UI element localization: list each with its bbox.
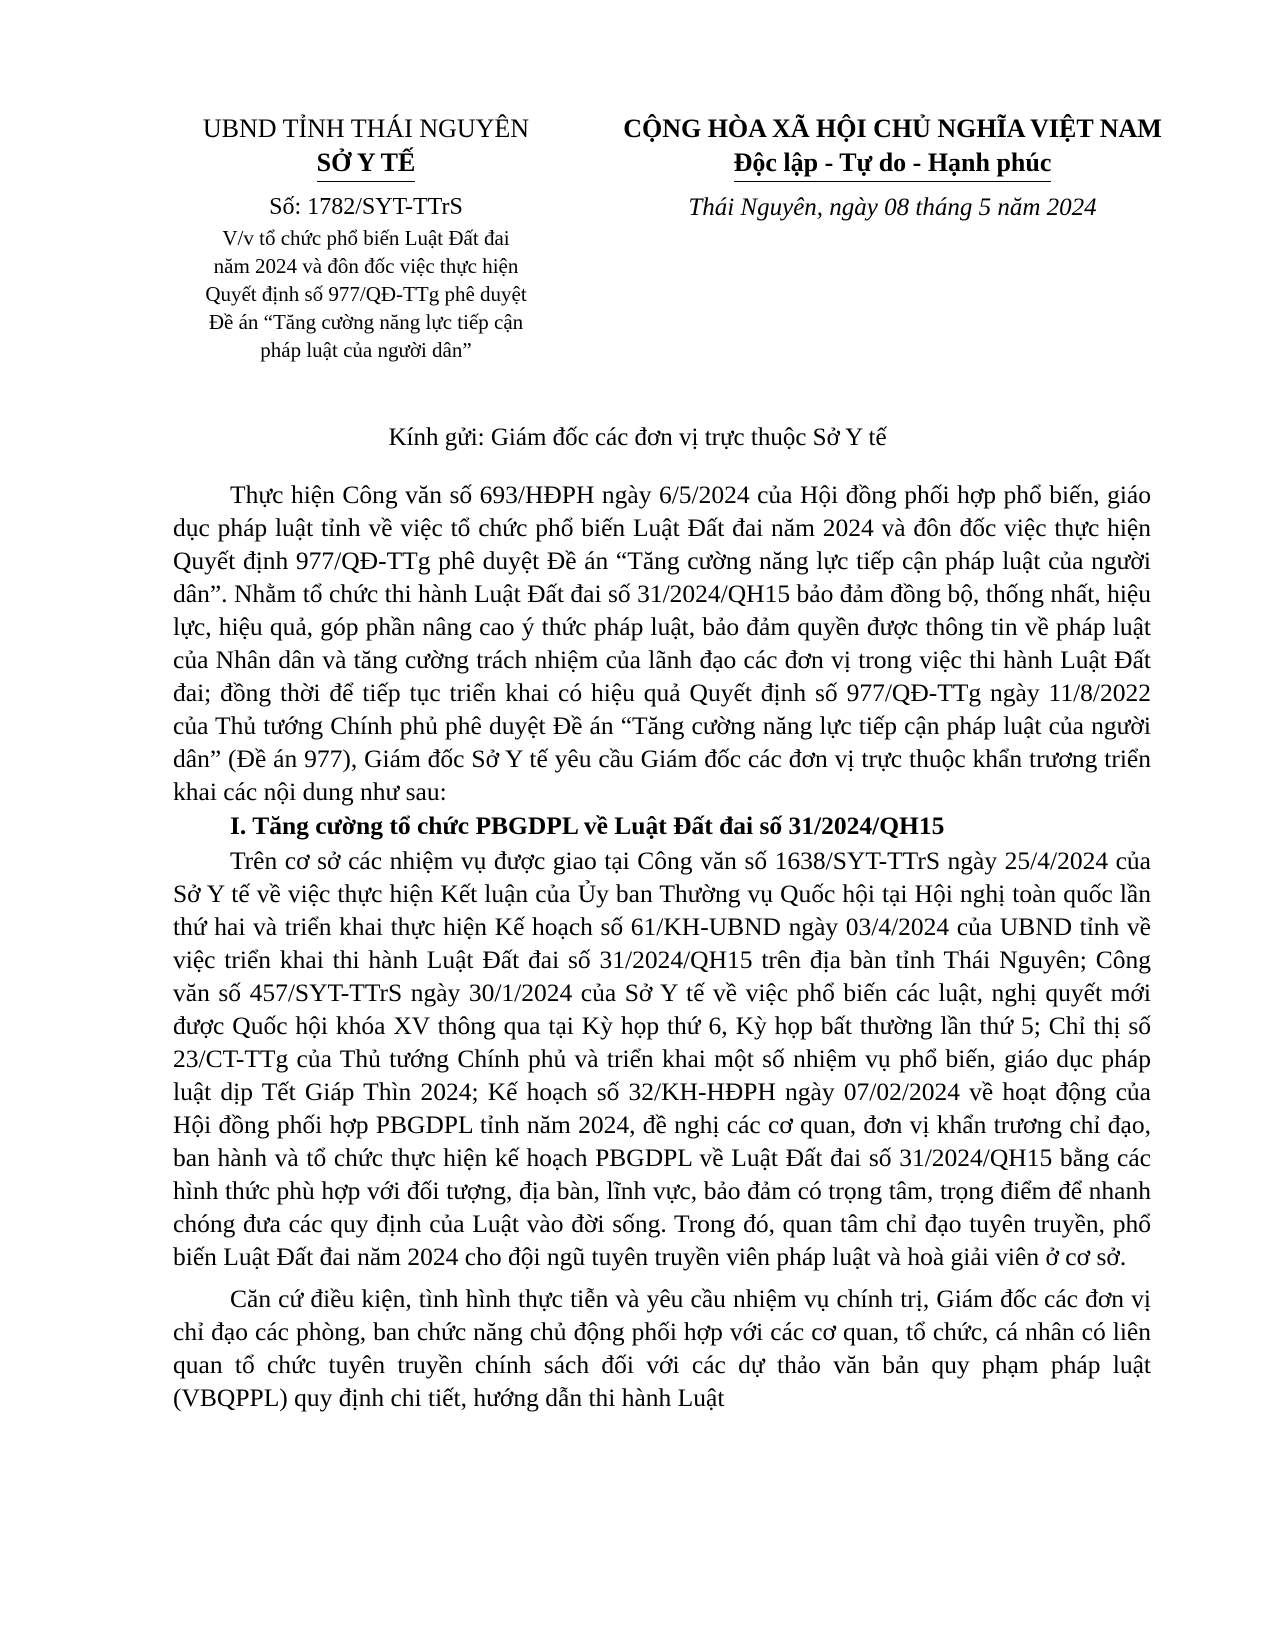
subject-line: pháp luật của người dân” xyxy=(260,338,472,362)
agency-name xyxy=(317,146,416,180)
parent-agency: UBND TỈNH THÁI NGUYÊN xyxy=(202,114,530,143)
place-and-date: Thái Nguyên, ngày 08 tháng 5 năm 2024 xyxy=(688,194,1097,221)
document-number: Số: 1782/SYT-TTrS xyxy=(269,194,463,220)
subject-line: V/v tổ chức phổ biến Luật Đất đai xyxy=(222,226,510,250)
section-paragraph: Căn cứ điều kiện, tình hình thực tiễn và yêu cầu nhiệm vụ chính trị, Giám đốc các đơn vị chỉ đạo các phòng, ban chức năng chủ động phối hợp với các cơ quan, tổ chức, cá nhân có liên quan tổ chức tuyên truyền chính sách đối với các dự thảo văn bản quy phạm pháp luật (VBQPPL) quy định chi tiết, hướng dẫn thi hành Luật xyxy=(173,1284,1151,1412)
recipient-line: Kính gửi: Giám đốc các đơn vị trực thuộc Sở Y tế xyxy=(388,424,887,451)
national-motto-underline xyxy=(734,181,1052,182)
agency-name-underline xyxy=(317,181,416,182)
subject-line: Quyết định số 977/QĐ-TTg phê duyệt xyxy=(205,282,527,306)
intro-paragraph: Thực hiện Công văn số 693/HĐPH ngày 6/5/2024 của Hội đồng phối hợp phổ biến, giáo dục pháp luật tỉnh về việc tổ chức phổ biến Luật Đất đai năm 2024 và đôn đốc việc thực hiện Quyết định 977/QĐ-TTg phê duyệt Đề án “Tăng cường năng lực tiếp cận pháp luật của người dân”. Nhằm tổ chức thi hành Luật Đất đai số 31/2024/QH15 bảo đảm đồng bộ, thống nhất, hiệu lực, hiệu quả, góp phần nâng cao ý thức pháp luật, bảo đảm quyền được thông tin về pháp luật của Nhân dân và tăng cường trách nhiệm của lãnh đạo các đơn vị trong việc thi hành Luật Đất đai; đồng thời để tiếp tục triển khai có hiệu quả Quyết định số 977/QĐ-TTg ngày 11/8/2022 của Thủ tướng Chính phủ phê duyệt Đề án “Tăng cường năng lực tiếp cận pháp luật của người dân” (Đề án 977), Giám đốc Sở Y tế yêu cầu Giám đốc các đơn vị trực thuộc khẩn trương triển khai các nội dung như sau: xyxy=(173,480,1151,806)
document-body xyxy=(173,478,1151,1414)
national-header-block xyxy=(595,112,1190,224)
document-subject xyxy=(165,224,567,364)
subject-line: năm 2024 và đôn đốc việc thực hiện xyxy=(213,254,519,278)
issuing-agency-block xyxy=(165,112,567,364)
section-paragraph: Trên cơ sở các nhiệm vụ được giao tại Công văn số 1638/SYT-TTrS ngày 25/4/2024 của Sở Y tế về việc thực hiện Kết luận của Ủy ban Thường vụ Quốc hội tại Hội nghị toàn quốc lần thứ hai và triển khai thực hiện Kế hoạch số 61/KH-UBND ngày 03/4/2024 của UBND tỉnh về việc triển khai thi hành Luật Đất đai số 31/2024/QH15 trên địa bàn tỉnh Thái Nguyên; Công văn số 457/SYT-TTrS ngày 30/1/2024 của Sở Y tế về việc phổ biến các luật, nghị quyết mới được Quốc hội khóa XV thông qua tại Kỳ họp thứ 6, Kỳ họp bất thường lần thứ 5; Chỉ thị số 23/CT-TTg của Thủ tướng Chính phủ và triển khai một số nhiệm vụ phổ biến, giáo dục pháp luật dịp Tết Giáp Thìn 2024; Kế hoạch số 32/KH-HĐPH ngày 07/02/2024 về hoạt động của Hội đồng phối hợp PBGDPL tỉnh năm 2024, đề nghị các cơ quan, đơn vị khẩn trương chỉ đạo, ban hành và tổ chức thực hiện kế hoạch PBGDPL về Luật Đất đai số 31/2024/QH15 bằng các hình thức phù hợp với đối tượng, địa bàn, lĩnh vực, bảo đảm có trọng tâm, trọng điểm để nhanh chóng đưa các quy định của Luật vào đời sống. Trong đó, quan tâm chỉ đạo tuyên truyền, phổ biến Luật Đất đai năm 2024 cho đội ngũ tuyên truyền viên pháp luật và hoà giải viên ở cơ sở. xyxy=(173,846,1151,1271)
subject-line: Đề án “Tăng cường năng lực tiếp cận xyxy=(208,310,524,334)
national-motto-text: Độc lập - Tự do - Hạnh phúc xyxy=(733,148,1052,177)
section-heading: I. Tăng cường tổ chức PBGDPL về Luật Đất đai số 31/2024/QH15 xyxy=(230,811,945,840)
national-motto xyxy=(734,146,1052,180)
national-title: CỘNG HÒA XÃ HỘI CHỦ NGHĨA VIỆT NAM xyxy=(623,114,1162,143)
agency-name-text: SỞ Y TẾ xyxy=(316,148,416,177)
